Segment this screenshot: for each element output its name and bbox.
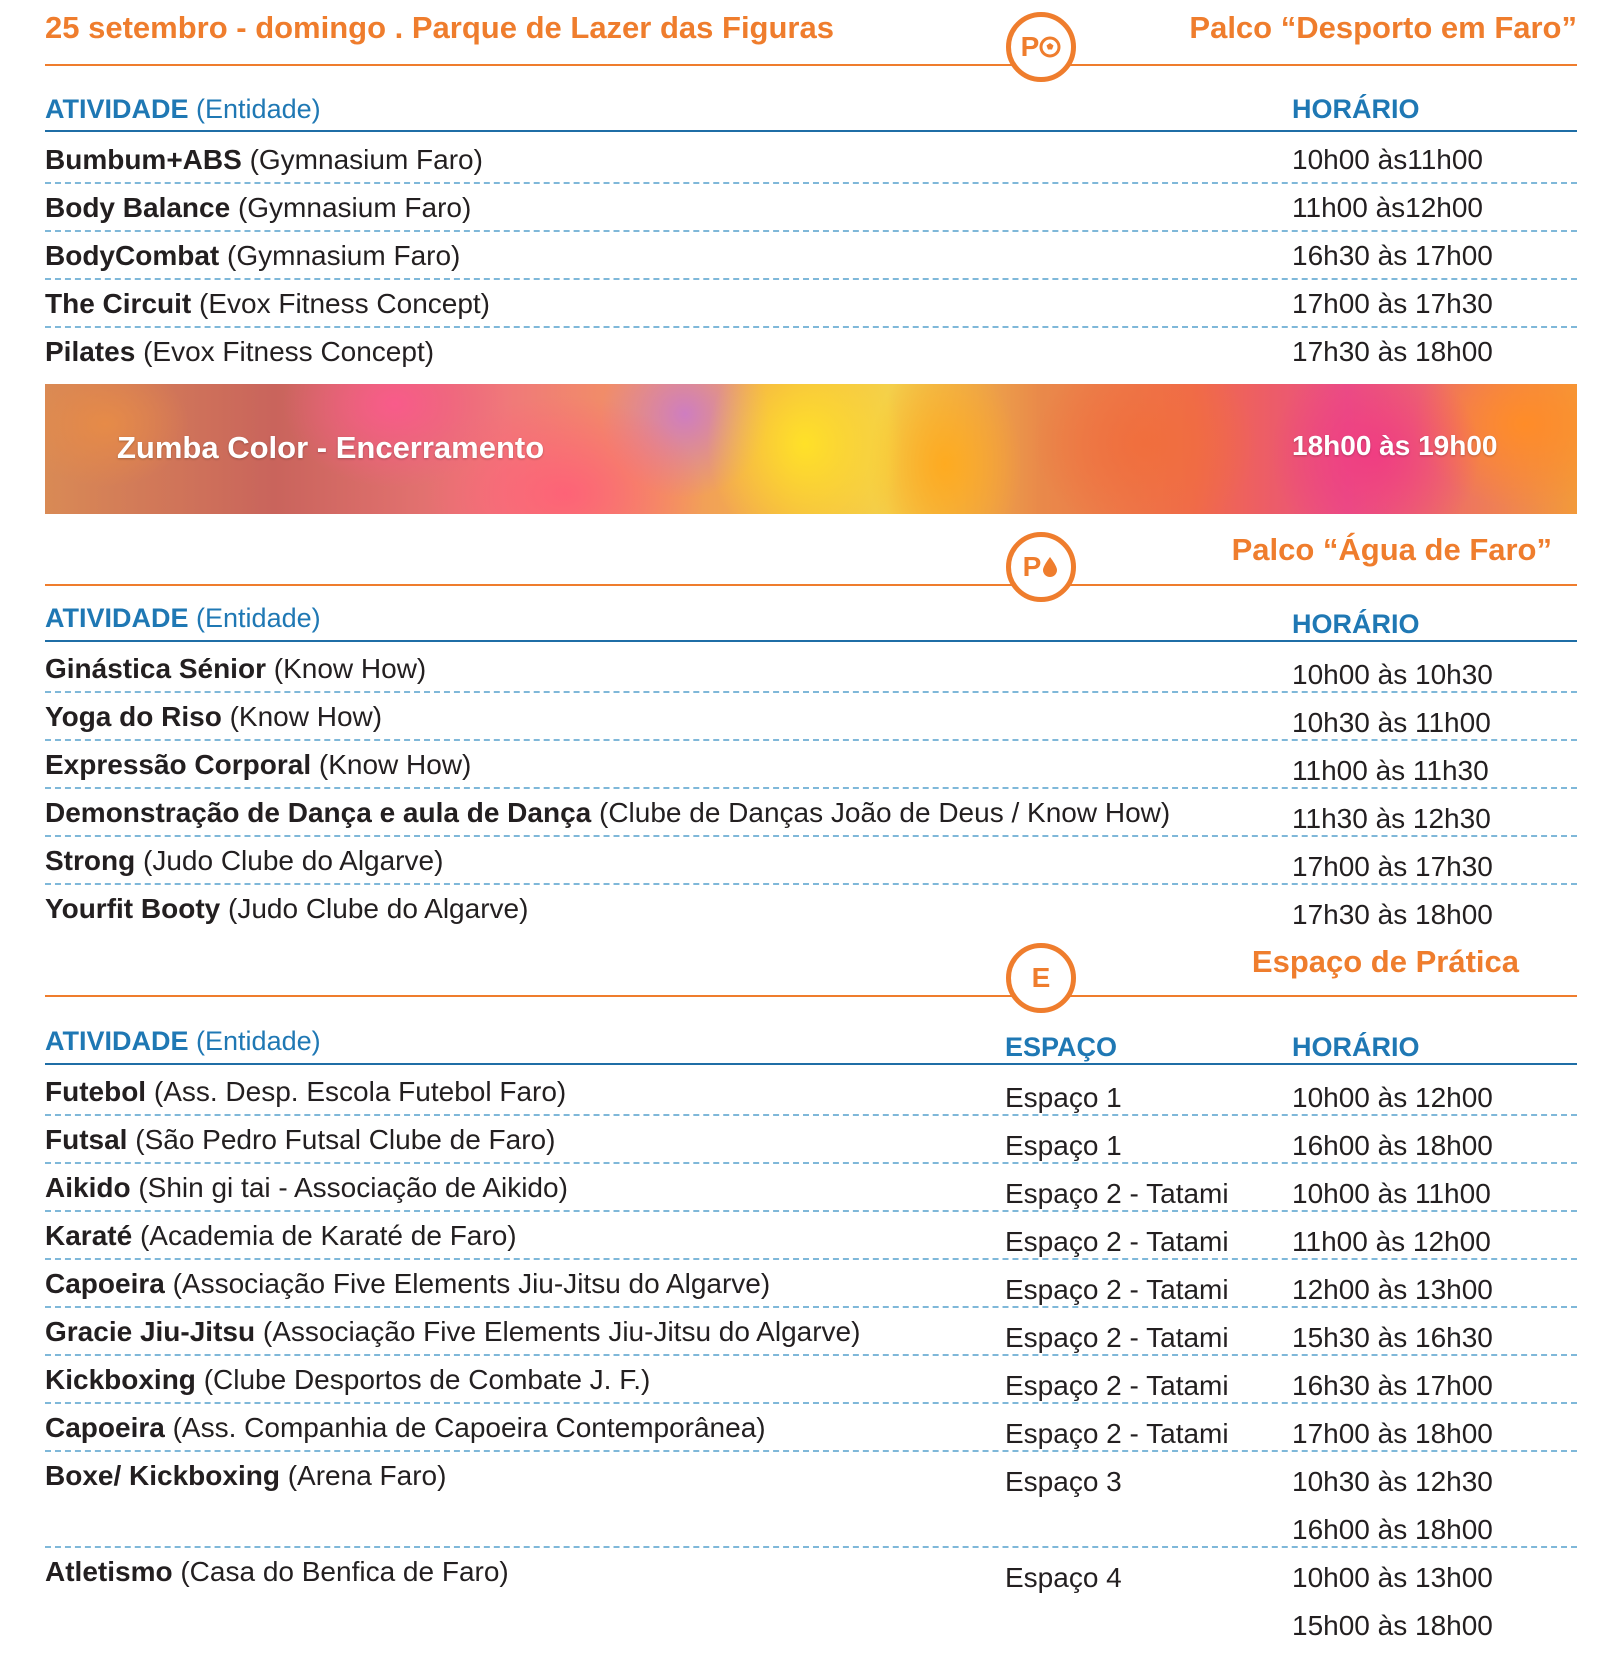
table-row [45,1404,1577,1452]
header-rule [45,640,1577,642]
stage-badge-desporto [1006,12,1076,82]
table-row [45,885,1577,933]
badge-letter: P [1020,31,1040,62]
table-row [45,1548,1577,1644]
space-badge-espaco [1006,943,1076,1013]
table-row [45,1212,1577,1260]
table-row [45,789,1577,837]
col-header-activity: ATIVIDADE (Entidade) [45,94,321,124]
banner-time: 18h00 às 19h00 [1292,430,1498,461]
activity-cell: Atletismo (Casa do Benfica de Faro) [45,1556,509,1587]
table-row [45,693,1577,741]
space-cell: Espaço 2 - Tatami [1005,1418,1229,1449]
time-cell: 16h30 às 17h00 [1292,1370,1493,1401]
section-divider [45,584,1577,586]
activity-cell: Ginástica Sénior (Know How) [45,653,427,684]
col-header-space: ESPAÇO [1005,1032,1118,1062]
space-cell: Espaço 3 [1005,1466,1122,1497]
time-cell: 11h00 às12h00 [1292,192,1483,223]
table-row [45,328,1577,376]
col-header-time: HORÁRIO [1292,1032,1420,1062]
zumba-color-banner [45,384,1577,514]
stage-title-espaco: Espaço de Prática [1251,944,1519,979]
space-cell: Espaço 2 - Tatami [1005,1322,1229,1353]
col-header-activity: ATIVIDADE (Entidade) [45,1026,321,1056]
time-cell: 11h00 às 11h30 [1292,755,1489,786]
time-cell: 16h00 às 18h00 [1292,1514,1493,1545]
stage-title-desporto: Palco “Desporto em Faro” [1189,10,1577,45]
activity-cell: Capoeira (Ass. Companhia de Capoeira Contemporânea) [45,1412,766,1443]
time-cell: 15h00 às 18h00 [1292,1610,1493,1641]
activity-cell: Yoga do Riso (Know How) [45,701,383,732]
activity-cell: Bumbum+ABS (Gymnasium Faro) [45,144,483,175]
page-title: 25 setembro - domingo . Parque de Lazer das Figuras [45,10,834,45]
activity-cell: Pilates (Evox Fitness Concept) [45,336,435,367]
activity-cell: Futebol (Ass. Desp. Escola Futebol Faro) [45,1076,567,1107]
col-header-activity: ATIVIDADE (Entidade) [45,603,321,633]
table-row [45,232,1577,280]
activity-cell: Demonstração de Dança e aula de Dança (Clube de Danças João de Deus / Know How) [45,797,1171,828]
activity-cell: The Circuit (Evox Fitness Concept) [45,288,491,319]
stage-title-agua: Palco “Água de Faro” [1231,532,1552,567]
time-cell: 17h30 às 18h00 [1292,899,1493,930]
time-cell: 16h00 às 18h00 [1292,1130,1493,1161]
table-row [45,1116,1577,1164]
time-cell: 15h30 às 16h30 [1292,1322,1493,1353]
table-row [45,1356,1577,1404]
space-cell: Espaço 1 [1005,1082,1122,1113]
badge-letter: P [1022,551,1042,582]
table-row [45,1260,1577,1308]
table-row [45,837,1577,885]
space-cell: Espaço 2 - Tatami [1005,1178,1229,1209]
table-row [45,645,1577,693]
time-cell: 11h30 às 12h30 [1292,803,1491,834]
activity-cell: Aikido (Shin gi tai - Associação de Aikido) [45,1172,568,1203]
table-row [45,280,1577,328]
section-divider [45,64,1577,66]
time-cell: 10h30 às 12h30 [1292,1466,1493,1497]
table-row [45,1164,1577,1212]
table-row [45,1308,1577,1356]
activity-cell: Expressão Corporal (Know How) [45,749,472,780]
time-cell: 17h00 às 17h30 [1292,851,1493,882]
col-header-time: HORÁRIO [1292,609,1420,639]
table-row [45,136,1577,184]
time-cell: 11h00 às 12h00 [1292,1226,1491,1257]
activity-cell: Karaté (Academia de Karaté de Faro) [45,1220,517,1251]
time-cell: 10h00 às 13h00 [1292,1562,1493,1593]
space-cell: Espaço 2 - Tatami [1005,1274,1229,1305]
water-drop-icon [1041,556,1059,578]
space-cell: Espaço 4 [1005,1562,1122,1593]
time-cell: 17h30 às 18h00 [1292,336,1493,367]
badge-letter: E [1031,962,1051,993]
section-divider [45,995,1577,997]
activity-cell: Strong (Judo Clube do Algarve) [45,845,444,876]
time-cell: 10h30 às 11h00 [1292,707,1491,738]
time-cell: 10h00 às11h00 [1292,144,1483,175]
table-row [45,1068,1577,1116]
activity-cell: BodyCombat (Gymnasium Faro) [45,240,461,271]
activity-cell: Boxe/ Kickboxing (Arena Faro) [45,1460,447,1491]
activity-cell: Capoeira (Associação Five Elements Jiu-Jitsu do Algarve) [45,1268,771,1299]
activity-cell: Futsal (São Pedro Futsal Clube de Faro) [45,1124,556,1155]
time-cell: 10h00 às 12h00 [1292,1082,1493,1113]
activity-cell: Yourfit Booty (Judo Clube do Algarve) [45,893,529,924]
time-cell: 12h00 às 13h00 [1292,1274,1493,1305]
table-row [45,1452,1577,1548]
space-cell: Espaço 2 - Tatami [1005,1226,1229,1257]
time-cell: 10h00 às 10h30 [1292,659,1493,690]
header-rule [45,130,1577,132]
time-cell: 10h00 às 11h00 [1292,1178,1491,1209]
space-cell: Espaço 2 - Tatami [1005,1370,1229,1401]
header-rule [45,1063,1577,1065]
space-cell: Espaço 1 [1005,1130,1122,1161]
time-cell: 17h00 às 17h30 [1292,288,1493,319]
activity-cell: Gracie Jiu-Jitsu (Associação Five Elements Jiu-Jitsu do Algarve) [45,1316,861,1347]
banner-title: Zumba Color - Encerramento [117,430,545,465]
time-cell: 17h00 às 18h00 [1292,1418,1493,1449]
stage-badge-agua [1006,532,1076,602]
time-cell: 16h30 às 17h00 [1292,240,1493,271]
table-row [45,184,1577,232]
soccer-ball-icon [1039,36,1061,58]
activity-cell: Body Balance (Gymnasium Faro) [45,192,472,223]
table-row [45,741,1577,789]
col-header-time: HORÁRIO [1292,94,1420,124]
activity-cell: Kickboxing (Clube Desportos de Combate J. F.) [45,1364,651,1395]
